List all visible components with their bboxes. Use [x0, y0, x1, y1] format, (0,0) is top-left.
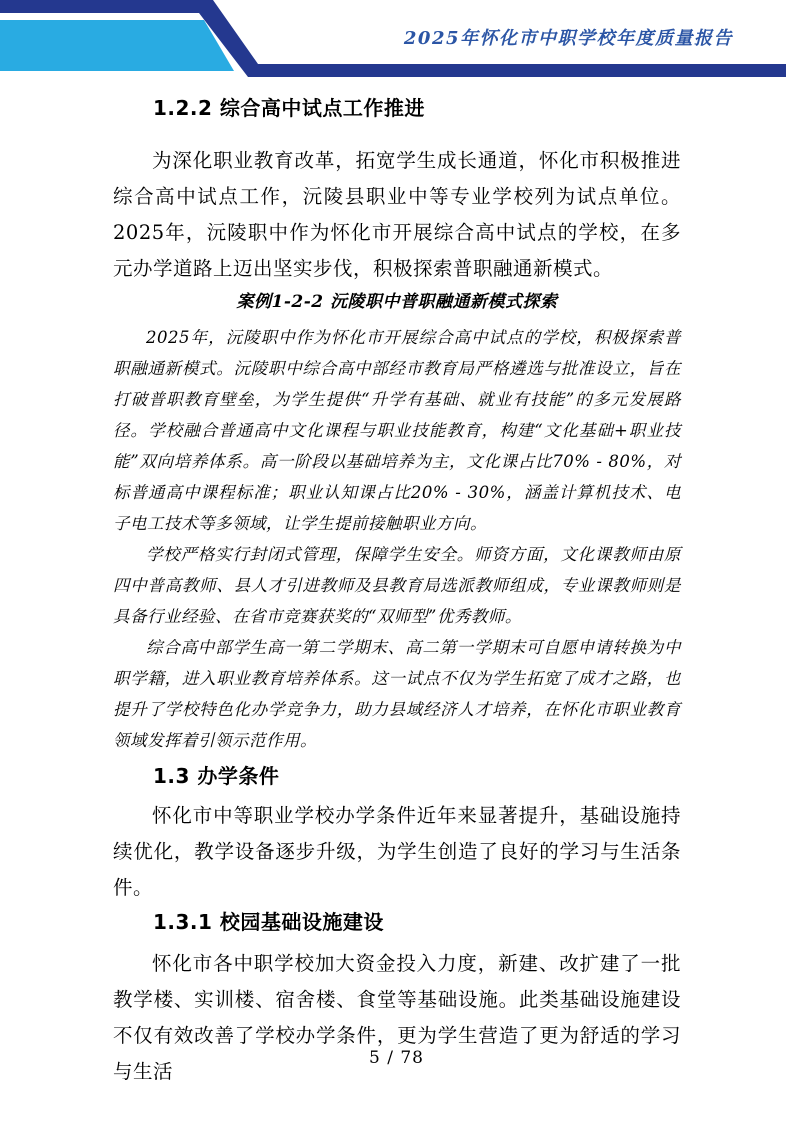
page-footer — [0, 1048, 793, 1068]
cyan-parallelogram-shape — [0, 20, 234, 71]
case-study-title: 案例1-2-2 沅陵职中普职融通新模式探索 — [236, 292, 558, 312]
section-heading-1-3-1: 1.3.1 校园基础设施建设 — [153, 910, 384, 934]
page-header — [0, 0, 793, 78]
section-heading-1-2-2: 1.2.2 综合高中试点工作推进 — [153, 96, 425, 120]
case-paragraph-1: 2025年，沅陵职中作为怀化市开展综合高中试点的学校，积极探索普职融通新模式。沅陵职中综合高中部经市教育局严格遴选与批准设立，旨在打破普职教育壁垒，为学生提供“升学有基础、就业有技能”的多元发展路径。学校融合普通高中文化课程与职业技能教育，构建“文化基础+职业技能”双向培养体系。高一阶段以基础培养为主，文化课占比70% - 80%，对标普通高中课程标准；职业认知课占比20% - 30%，涵盖计算机技术、电子电工技术等多领域，让学生提前接触职业方向。 — [113, 328, 681, 533]
paragraph-1-3-1: 怀化市各中职学校加大资金投入力度，新建、改扩建了一批教学楼、实训楼、宿舍楼、食堂等基础设施。此类基础设施建设不仅有效改善了学校办学条件，更为学生营造了更为舒适的学习与生活 — [113, 952, 681, 1083]
paragraph-1-2-2: 为深化职业教育改革，拓宽学生成长通道，怀化市积极推进综合高中试点工作，沅陵县职业中等专业学校列为试点单位。2025年，沅陵职中作为怀化市开展综合高中试点的学校，在多元办学道路上迈出坚实步伐，积极探索普职融通新模式。 — [113, 149, 681, 280]
page-number: 5 / 78 — [369, 1048, 424, 1068]
section-heading-1-3: 1.3 办学条件 — [153, 764, 280, 788]
page-body — [0, 78, 793, 1090]
case-paragraph-2: 学校严格实行封闭式管理，保障学生安全。师资方面，文化课教师由原四中普高教师、县人才引进教师及县教育局选派教师组成，专业课教师则是具备行业经验、在省市竞赛获奖的“双师型”优秀教师。 — [113, 545, 681, 626]
paragraph-1-3: 怀化市中等职业学校办学条件近年来显著提升，基础设施持续优化，教学设备逐步升级，为学生创造了良好的学习与生活条件。 — [113, 804, 681, 899]
report-title: 2025年怀化市中职学校年度质量报告 — [403, 28, 733, 49]
case-paragraph-3: 综合高中部学生高一第二学期末、高二第一学期末可自愿申请转换为中职学籍，进入职业教育培养体系。这一试点不仅为学生拓宽了成才之路，也提升了学校特色化办学竞争力，助力县域经济人才培养，在怀化市职业教育领域发挥着引领示范作用。 — [113, 638, 681, 750]
